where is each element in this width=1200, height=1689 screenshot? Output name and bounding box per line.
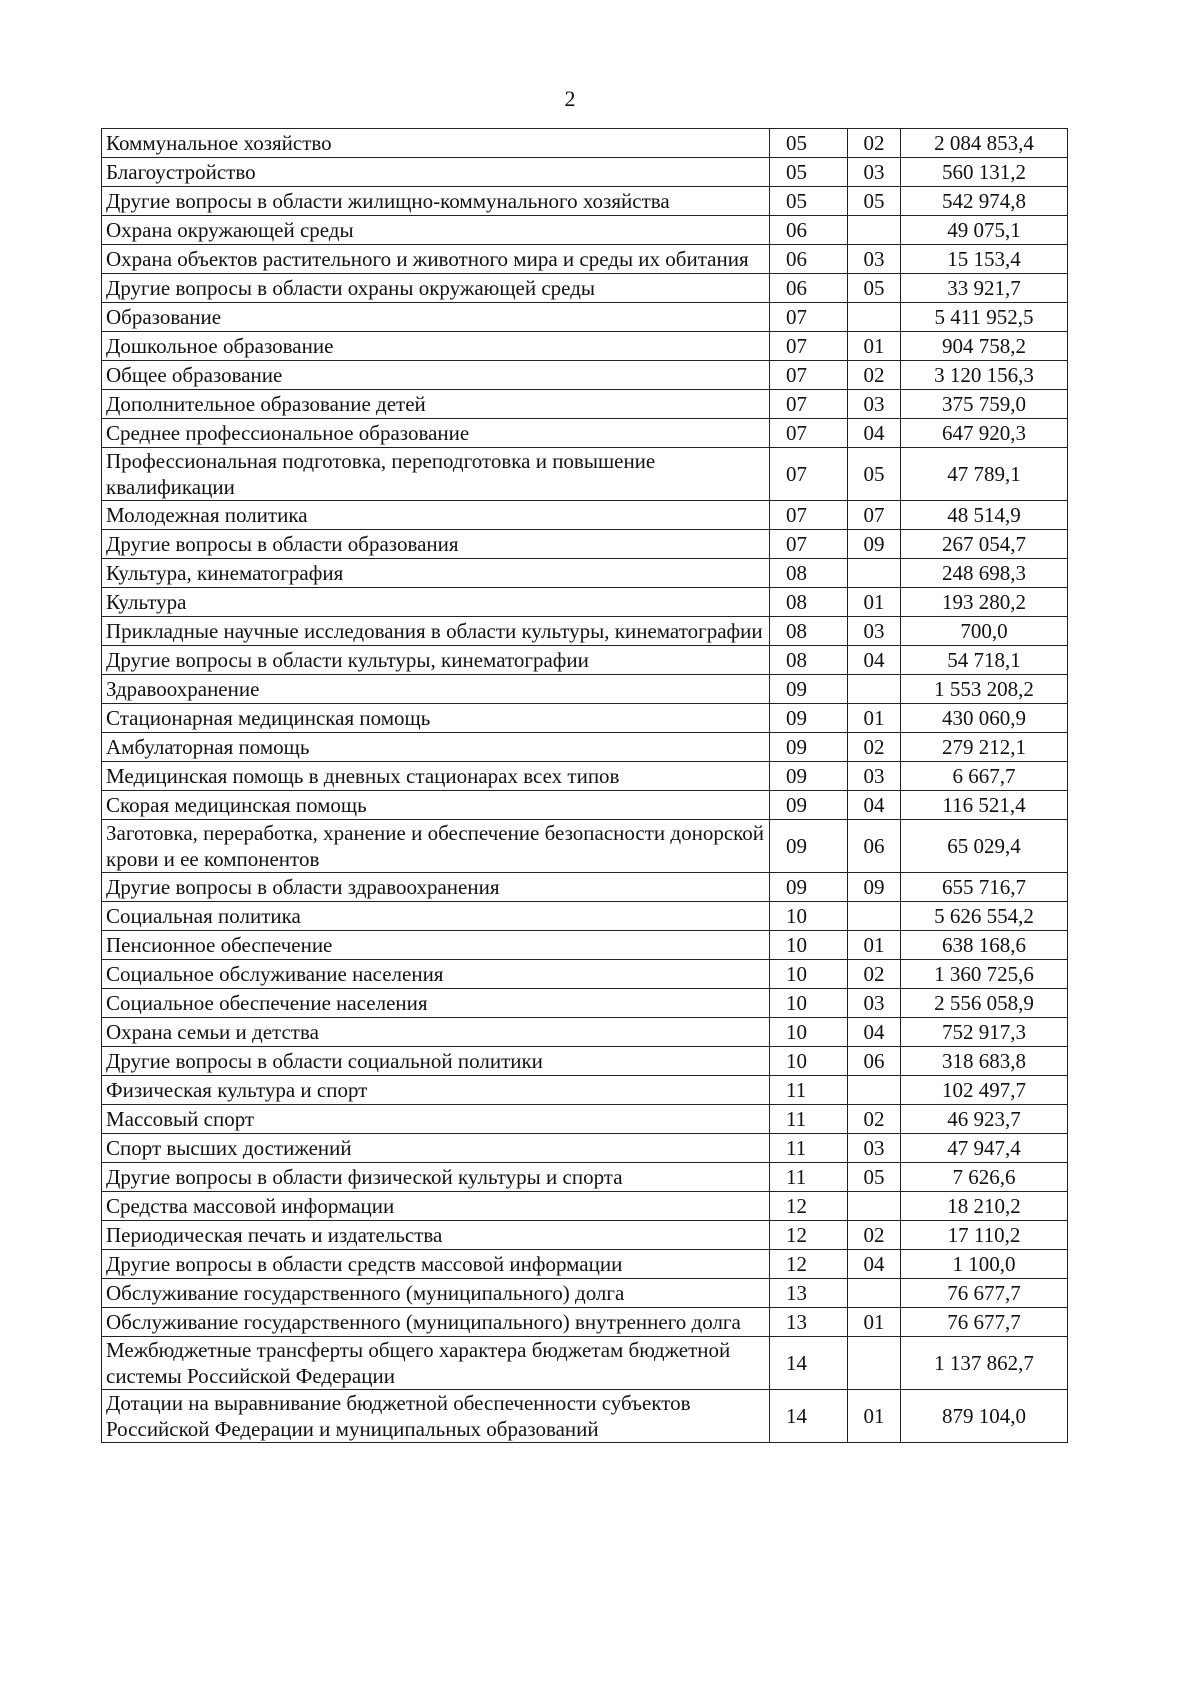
table-row <box>102 588 1068 617</box>
row-subsection-cell: 03 <box>848 617 901 646</box>
table-row <box>102 158 1068 187</box>
row-amount-cell: 76 677,7 <box>901 1279 1068 1308</box>
row-subsection-cell: 02 <box>848 361 901 390</box>
row-name-cell: Культура <box>102 588 770 617</box>
row-name-cell: Обслуживание государственного (муниципального) внутреннего долга <box>102 1308 770 1337</box>
row-section-cell: 11 <box>770 1163 848 1192</box>
row-name-cell: Дошкольное образование <box>102 332 770 361</box>
table-row <box>102 1308 1068 1337</box>
row-amount-cell: 560 131,2 <box>901 158 1068 187</box>
row-subsection-cell <box>848 559 901 588</box>
table-row <box>102 1018 1068 1047</box>
row-subsection-cell: 01 <box>848 1308 901 1337</box>
row-amount-cell: 65 029,4 <box>901 820 1068 873</box>
table-row <box>102 1337 1068 1390</box>
row-name-cell: Обслуживание государственного (муниципального) долга <box>102 1279 770 1308</box>
row-amount-cell: 47 789,1 <box>901 448 1068 501</box>
table-row <box>102 1163 1068 1192</box>
row-name-cell: Дополнительное образование детей <box>102 390 770 419</box>
table-row <box>102 332 1068 361</box>
row-subsection-cell <box>848 902 901 931</box>
row-section-cell: 09 <box>770 762 848 791</box>
row-name-cell: Благоустройство <box>102 158 770 187</box>
row-amount-cell: 1 100,0 <box>901 1250 1068 1279</box>
row-name-cell: Спорт высших достижений <box>102 1134 770 1163</box>
row-subsection-cell: 01 <box>848 704 901 733</box>
table-row <box>102 733 1068 762</box>
table-row <box>102 902 1068 931</box>
row-subsection-cell: 02 <box>848 960 901 989</box>
row-subsection-cell: 01 <box>848 1390 901 1443</box>
row-subsection-cell <box>848 675 901 704</box>
row-subsection-cell: 02 <box>848 129 901 158</box>
table-row <box>102 216 1068 245</box>
row-amount-cell: 49 075,1 <box>901 216 1068 245</box>
row-subsection-cell: 04 <box>848 791 901 820</box>
row-section-cell: 09 <box>770 873 848 902</box>
table-row <box>102 129 1068 158</box>
table-row <box>102 762 1068 791</box>
row-name-cell: Периодическая печать и издательства <box>102 1221 770 1250</box>
row-section-cell: 08 <box>770 588 848 617</box>
row-subsection-cell <box>848 216 901 245</box>
table-row <box>102 1279 1068 1308</box>
row-section-cell: 12 <box>770 1192 848 1221</box>
row-name-cell: Охрана окружающей среды <box>102 216 770 245</box>
row-section-cell: 08 <box>770 617 848 646</box>
row-section-cell: 12 <box>770 1221 848 1250</box>
row-section-cell: 13 <box>770 1279 848 1308</box>
row-name-cell: Социальное обеспечение населения <box>102 989 770 1018</box>
row-subsection-cell: 02 <box>848 733 901 762</box>
row-subsection-cell: 02 <box>848 1105 901 1134</box>
row-name-cell: Другие вопросы в области средств массовой информации <box>102 1250 770 1279</box>
row-name-cell: Среднее профессиональное образование <box>102 419 770 448</box>
row-name-cell: Медицинская помощь в дневных стационарах всех типов <box>102 762 770 791</box>
row-subsection-cell: 05 <box>848 448 901 501</box>
row-amount-cell: 5 411 952,5 <box>901 303 1068 332</box>
row-section-cell: 08 <box>770 646 848 675</box>
table-row <box>102 617 1068 646</box>
table-row <box>102 960 1068 989</box>
row-amount-cell: 904 758,2 <box>901 332 1068 361</box>
row-subsection-cell: 04 <box>848 1018 901 1047</box>
row-section-cell: 10 <box>770 902 848 931</box>
row-subsection-cell: 03 <box>848 390 901 419</box>
row-section-cell: 08 <box>770 559 848 588</box>
row-amount-cell: 17 110,2 <box>901 1221 1068 1250</box>
row-amount-cell: 33 921,7 <box>901 274 1068 303</box>
table-row <box>102 245 1068 274</box>
row-amount-cell: 2 556 058,9 <box>901 989 1068 1018</box>
row-subsection-cell: 02 <box>848 1221 901 1250</box>
row-section-cell: 07 <box>770 332 848 361</box>
row-amount-cell: 76 677,7 <box>901 1308 1068 1337</box>
table-row <box>102 931 1068 960</box>
row-amount-cell: 1 553 208,2 <box>901 675 1068 704</box>
table-row <box>102 274 1068 303</box>
row-section-cell: 09 <box>770 820 848 873</box>
table-row <box>102 530 1068 559</box>
row-section-cell: 10 <box>770 1018 848 1047</box>
row-subsection-cell: 07 <box>848 501 901 530</box>
row-amount-cell: 318 683,8 <box>901 1047 1068 1076</box>
row-name-cell: Пенсионное обеспечение <box>102 931 770 960</box>
row-section-cell: 06 <box>770 274 848 303</box>
row-amount-cell: 2 084 853,4 <box>901 129 1068 158</box>
row-section-cell: 14 <box>770 1337 848 1390</box>
budget-table-body <box>102 129 1068 1443</box>
row-subsection-cell: 06 <box>848 820 901 873</box>
row-name-cell: Охрана объектов растительного и животного мира и среды их обитания <box>102 245 770 274</box>
row-section-cell: 10 <box>770 989 848 1018</box>
row-subsection-cell <box>848 1192 901 1221</box>
row-amount-cell: 5 626 554,2 <box>901 902 1068 931</box>
row-name-cell: Культура, кинематография <box>102 559 770 588</box>
table-row <box>102 1076 1068 1105</box>
row-amount-cell: 116 521,4 <box>901 791 1068 820</box>
row-subsection-cell <box>848 1076 901 1105</box>
row-subsection-cell: 01 <box>848 931 901 960</box>
row-name-cell: Прикладные научные исследования в области культуры, кинематографии <box>102 617 770 646</box>
row-amount-cell: 279 212,1 <box>901 733 1068 762</box>
row-name-cell: Образование <box>102 303 770 332</box>
table-row <box>102 361 1068 390</box>
row-subsection-cell: 09 <box>848 530 901 559</box>
table-row <box>102 1105 1068 1134</box>
row-subsection-cell: 05 <box>848 187 901 216</box>
row-section-cell: 10 <box>770 1047 848 1076</box>
table-row <box>102 791 1068 820</box>
row-amount-cell: 430 060,9 <box>901 704 1068 733</box>
row-amount-cell: 54 718,1 <box>901 646 1068 675</box>
row-section-cell: 07 <box>770 530 848 559</box>
row-name-cell: Амбулаторная помощь <box>102 733 770 762</box>
row-section-cell: 09 <box>770 704 848 733</box>
row-subsection-cell: 05 <box>848 274 901 303</box>
row-amount-cell: 46 923,7 <box>901 1105 1068 1134</box>
row-subsection-cell: 05 <box>848 1163 901 1192</box>
row-section-cell: 12 <box>770 1250 848 1279</box>
row-amount-cell: 7 626,6 <box>901 1163 1068 1192</box>
row-section-cell: 05 <box>770 129 848 158</box>
row-subsection-cell: 03 <box>848 245 901 274</box>
table-row <box>102 1134 1068 1163</box>
table-row <box>102 820 1068 873</box>
row-amount-cell: 3 120 156,3 <box>901 361 1068 390</box>
row-amount-cell: 655 716,7 <box>901 873 1068 902</box>
row-section-cell: 11 <box>770 1105 848 1134</box>
row-subsection-cell: 03 <box>848 762 901 791</box>
table-row <box>102 646 1068 675</box>
row-section-cell: 10 <box>770 931 848 960</box>
row-section-cell: 07 <box>770 448 848 501</box>
row-name-cell: Другие вопросы в области социальной политики <box>102 1047 770 1076</box>
table-row <box>102 1047 1068 1076</box>
budget-table <box>101 128 1068 1443</box>
row-name-cell: Заготовка, переработка, хранение и обеспечение безопасности донорской крови и ее компонентов <box>102 820 770 873</box>
row-name-cell: Дотации на выравнивание бюджетной обеспеченности субъектов Российской Федерации и муниципальных образований <box>102 1390 770 1443</box>
row-amount-cell: 542 974,8 <box>901 187 1068 216</box>
table-row <box>102 419 1068 448</box>
table-row <box>102 559 1068 588</box>
table-row <box>102 390 1068 419</box>
row-name-cell: Другие вопросы в области охраны окружающей среды <box>102 274 770 303</box>
row-subsection-cell: 04 <box>848 1250 901 1279</box>
table-row <box>102 1221 1068 1250</box>
page-number: 2 <box>564 86 576 111</box>
row-name-cell: Профессиональная подготовка, переподготовка и повышение квалификации <box>102 448 770 501</box>
row-amount-cell: 248 698,3 <box>901 559 1068 588</box>
table-row <box>102 1390 1068 1443</box>
row-section-cell: 09 <box>770 675 848 704</box>
row-name-cell: Межбюджетные трансферты общего характера бюджетам бюджетной системы Российской Федерации <box>102 1337 770 1390</box>
row-name-cell: Здравоохранение <box>102 675 770 704</box>
row-section-cell: 06 <box>770 216 848 245</box>
row-section-cell: 07 <box>770 419 848 448</box>
table-row <box>102 501 1068 530</box>
row-subsection-cell: 04 <box>848 646 901 675</box>
row-name-cell: Стационарная медицинская помощь <box>102 704 770 733</box>
row-subsection-cell: 01 <box>848 332 901 361</box>
row-name-cell: Физическая культура и спорт <box>102 1076 770 1105</box>
row-section-cell: 13 <box>770 1308 848 1337</box>
row-amount-cell: 47 947,4 <box>901 1134 1068 1163</box>
row-section-cell: 05 <box>770 187 848 216</box>
row-amount-cell: 700,0 <box>901 617 1068 646</box>
row-name-cell: Другие вопросы в области культуры, кинематографии <box>102 646 770 675</box>
table-row <box>102 873 1068 902</box>
row-name-cell: Социальное обслуживание населения <box>102 960 770 989</box>
row-subsection-cell: 03 <box>848 1134 901 1163</box>
row-name-cell: Коммунальное хозяйство <box>102 129 770 158</box>
table-row <box>102 448 1068 501</box>
row-section-cell: 07 <box>770 390 848 419</box>
row-section-cell: 11 <box>770 1076 848 1105</box>
row-name-cell: Социальная политика <box>102 902 770 931</box>
row-section-cell: 07 <box>770 303 848 332</box>
row-amount-cell: 647 920,3 <box>901 419 1068 448</box>
row-amount-cell: 1 360 725,6 <box>901 960 1068 989</box>
row-name-cell: Молодежная политика <box>102 501 770 530</box>
row-subsection-cell: 03 <box>848 158 901 187</box>
row-amount-cell: 48 514,9 <box>901 501 1068 530</box>
row-name-cell: Охрана семьи и детства <box>102 1018 770 1047</box>
row-name-cell: Другие вопросы в области жилищно-коммунального хозяйства <box>102 187 770 216</box>
row-subsection-cell <box>848 303 901 332</box>
row-amount-cell: 638 168,6 <box>901 931 1068 960</box>
row-subsection-cell <box>848 1337 901 1390</box>
table-row <box>102 187 1068 216</box>
table-row <box>102 989 1068 1018</box>
row-section-cell: 07 <box>770 361 848 390</box>
table-row <box>102 1192 1068 1221</box>
row-subsection-cell <box>848 1279 901 1308</box>
table-row <box>102 704 1068 733</box>
row-section-cell: 06 <box>770 245 848 274</box>
row-section-cell: 09 <box>770 733 848 762</box>
table-row <box>102 675 1068 704</box>
row-name-cell: Другие вопросы в области здравоохранения <box>102 873 770 902</box>
row-name-cell: Другие вопросы в области образования <box>102 530 770 559</box>
row-amount-cell: 18 210,2 <box>901 1192 1068 1221</box>
row-amount-cell: 193 280,2 <box>901 588 1068 617</box>
row-name-cell: Массовый спорт <box>102 1105 770 1134</box>
row-name-cell: Скорая медицинская помощь <box>102 791 770 820</box>
row-amount-cell: 267 054,7 <box>901 530 1068 559</box>
row-amount-cell: 375 759,0 <box>901 390 1068 419</box>
row-subsection-cell: 03 <box>848 989 901 1018</box>
row-subsection-cell: 01 <box>848 588 901 617</box>
row-name-cell: Средства массовой информации <box>102 1192 770 1221</box>
row-section-cell: 07 <box>770 501 848 530</box>
row-subsection-cell: 06 <box>848 1047 901 1076</box>
row-amount-cell: 752 917,3 <box>901 1018 1068 1047</box>
row-amount-cell: 6 667,7 <box>901 762 1068 791</box>
row-amount-cell: 102 497,7 <box>901 1076 1068 1105</box>
row-amount-cell: 15 153,4 <box>901 245 1068 274</box>
row-section-cell: 14 <box>770 1390 848 1443</box>
row-name-cell: Другие вопросы в области физической культуры и спорта <box>102 1163 770 1192</box>
row-name-cell: Общее образование <box>102 361 770 390</box>
row-section-cell: 11 <box>770 1134 848 1163</box>
row-amount-cell: 1 137 862,7 <box>901 1337 1068 1390</box>
table-row <box>102 303 1068 332</box>
row-subsection-cell: 04 <box>848 419 901 448</box>
row-section-cell: 10 <box>770 960 848 989</box>
table-row <box>102 1250 1068 1279</box>
row-section-cell: 05 <box>770 158 848 187</box>
row-amount-cell: 879 104,0 <box>901 1390 1068 1443</box>
row-subsection-cell: 09 <box>848 873 901 902</box>
row-section-cell: 09 <box>770 791 848 820</box>
